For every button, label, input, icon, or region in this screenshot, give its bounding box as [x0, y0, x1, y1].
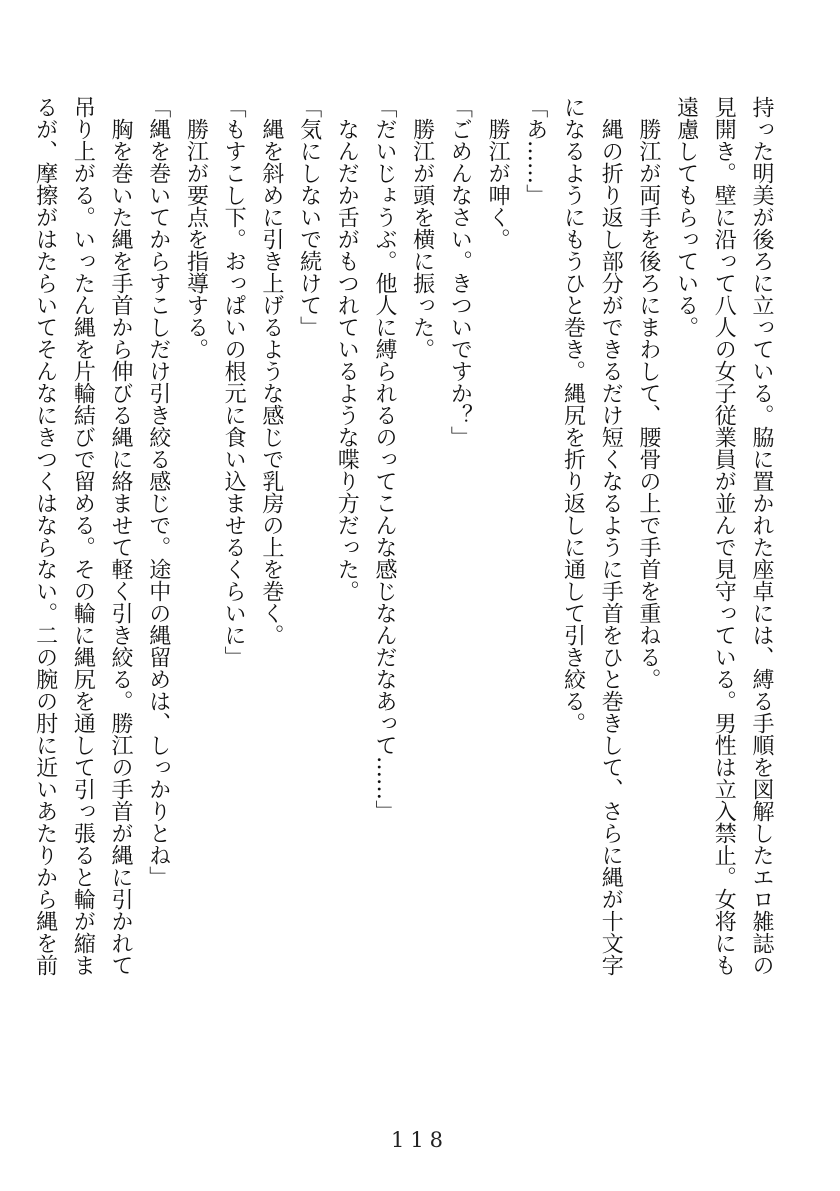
- text-line: 勝江が呻く。: [485, 96, 511, 250]
- text-line: 勝江が頭を横に振った。: [409, 96, 435, 360]
- text-line: 「あ……」: [522, 96, 548, 206]
- text-line: 「ごめんなさい。きついですか？」: [447, 96, 473, 448]
- text-line: 勝江が要点を指導する。: [183, 96, 209, 360]
- text-line: 「縄を巻いてからすこしだけ引き絞る感じで。途中の縄留めは、しっかりとね」: [145, 96, 171, 888]
- text-line: 「もすこし下。おっぱいの根元に食い込ませるくらいに」: [221, 96, 247, 668]
- text-line: なんだか舌がもつれているような喋り方だった。: [334, 96, 360, 602]
- text-line: 胸を巻いた縄を手首から伸びる縄に絡ませて軽く引き絞る。勝江の手首が縄に引かれて: [108, 96, 134, 976]
- text-line: るが、摩擦がはたらいてそんなにきつくはならない。二の腕の肘に近いあたりから縄を前: [32, 96, 58, 976]
- text-line: 勝江が両手を後ろにまわして、腰骨の上で手首を重ねる。: [635, 96, 661, 690]
- text-line: 縄の折り返し部分ができるだけ短くなるように手首をひと巻きして、さらに縄が十文字: [598, 96, 624, 976]
- text-line: 遠慮してもらっている。: [673, 96, 699, 338]
- text-line: 見開き。壁に沿って八人の女子従業員が並んで見守っている。男性は立入禁止。女将にも: [711, 96, 737, 976]
- page-number: 118: [390, 1128, 450, 1152]
- text-line: になるようにもうひと巻き。縄尻を折り返しに通して引き絞る。: [560, 96, 586, 734]
- text-line: 縄を斜めに引き上げるような感じで乳房の上を巻く。: [258, 96, 284, 646]
- text-line: 「気にしないで続けて」: [296, 96, 322, 338]
- text-line: 吊り上がる。いったん縄を片輪結びで留める。その輪に縄尻を通して引っ張ると輪が縮ま: [70, 96, 96, 976]
- text-line: 「だいじょうぶ。他人に縛られるのってこんな感じなんだなあって……」: [371, 96, 397, 822]
- vertical-text-body: [32, 96, 780, 1076]
- text-line: 持った明美が後ろに立っている。脇に置かれた座卓には、縛る手順を図解したエロ雑誌の: [749, 96, 774, 976]
